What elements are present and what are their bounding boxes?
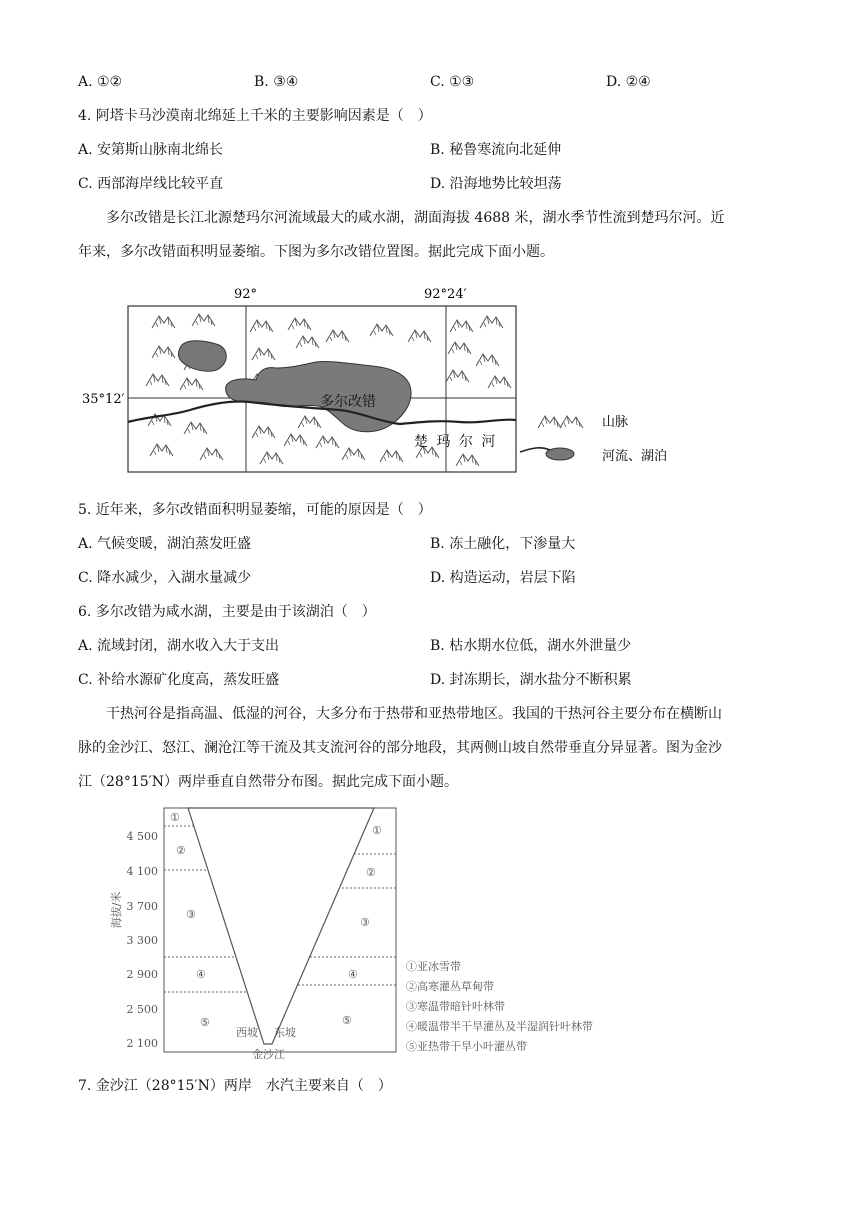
east-belt-4: ④ xyxy=(348,968,358,981)
q6-stem: 6. 多尔改错为咸水湖，主要是由于该湖泊（ ） xyxy=(78,604,376,620)
q6-option-c: C. 补给水源矿化度高，蒸发旺盛 xyxy=(78,672,280,688)
river-label: 金沙江 xyxy=(252,1048,285,1061)
ytick-3700: 3 700 xyxy=(126,900,158,913)
legend-river-icon xyxy=(520,448,550,452)
y-axis-label: 海拔/米 xyxy=(110,891,123,929)
east-belt-lines xyxy=(298,854,396,985)
q5-stem: 5. 近年来，多尔改错面积明显萎缩，可能的原因是（ ） xyxy=(78,502,432,518)
legend-belt-5: ⑤亚热带干旱小叶灌丛带 xyxy=(406,1040,527,1053)
west-belt-5: ⑤ xyxy=(200,1016,210,1029)
west-belt-2: ② xyxy=(176,844,186,857)
q5-option-c: C. 降水减少，入湖水量减少 xyxy=(78,570,252,586)
river-name: 楚 玛 尔 河 xyxy=(414,434,498,450)
passage1-line2: 年来，多尔改错面积明显萎缩。下图为多尔改错位置图。据此完成下面小题。 xyxy=(78,244,554,260)
lon-label-92: 92° xyxy=(234,287,258,302)
ytick-2500: 2 500 xyxy=(126,1003,158,1016)
valley-outline xyxy=(188,808,374,1044)
q6-option-a: A. 流域封闭，湖水收入大于支出 xyxy=(78,638,280,654)
ytick-2900: 2 900 xyxy=(126,968,158,981)
east-belt-3: ③ xyxy=(360,916,370,929)
west-belt-3: ③ xyxy=(186,908,196,921)
legend-belt-4: ④暖温带半干旱灌丛及半湿润针叶林带 xyxy=(406,1020,593,1033)
east-belt-5: ⑤ xyxy=(342,1014,352,1027)
ytick-4100: 4 100 xyxy=(126,865,158,878)
q3-option-b: B. ③④ xyxy=(254,74,299,90)
q3-option-d: D. ②④ xyxy=(606,74,651,90)
vertical-belt-profile xyxy=(110,800,630,1062)
legend-belt-2: ②高寒灌丛草甸带 xyxy=(406,980,494,993)
lake-name: 多尔改错 xyxy=(320,394,376,410)
q6-option-d: D. 封冻期长，湖水盐分不断积累 xyxy=(430,672,632,688)
q6-option-b: B. 枯水期水位低，湖水外泄量少 xyxy=(430,638,632,654)
legend-water-label: 河流、湖泊 xyxy=(602,449,668,464)
passage1-line1: 多尔改错是长江北源楚玛尔河流域最大的咸水湖，湖面海拔 4688 米，湖水季节性流到楚玛尔河。近 xyxy=(106,210,725,226)
q4-option-d: D. 沿海地势比较坦荡 xyxy=(430,176,562,192)
east-belt-2: ② xyxy=(366,866,376,879)
lat-label: 35°12′ xyxy=(82,392,125,407)
ytick-2100: 2 100 xyxy=(126,1037,158,1050)
q5-option-b: B. 冻土融化，下渗量大 xyxy=(430,536,576,552)
lake-location-map xyxy=(80,282,720,478)
east-slope-label: 东坡 xyxy=(274,1026,296,1039)
ytick-3300: 3 300 xyxy=(126,934,158,947)
q4-stem: 4. 阿塔卡马沙漠南北绵延上千米的主要影响因素是（ ） xyxy=(78,108,432,124)
passage2-line3: 江（28°15′N）两岸垂直自然带分布图。据此完成下面小题。 xyxy=(78,774,459,790)
legend-belt-3: ③寒温带暗针叶林带 xyxy=(406,1000,505,1013)
q5-option-d: D. 构造运动，岩层下陷 xyxy=(430,570,576,586)
ytick-4500: 4 500 xyxy=(126,830,158,843)
q4-option-b: B. 秘鲁寒流向北延伸 xyxy=(430,142,562,158)
west-slope-label: 西坡 xyxy=(236,1026,258,1039)
legend-mountain-icon xyxy=(538,416,561,428)
q5-option-a: A. 气候变暖，湖泊蒸发旺盛 xyxy=(78,536,252,552)
lon-label-92-24: 92°24′ xyxy=(424,287,467,302)
q4-option-a: A. 安第斯山脉南北绵长 xyxy=(78,142,224,158)
legend-belt-1: ①亚冰雪带 xyxy=(406,960,461,973)
legend-lake-icon xyxy=(546,448,574,460)
passage2-line1: 干热河谷是指高温、低湿的河谷，大多分布于热带和亚热带地区。我国的干热河谷主要分布在横断山 xyxy=(106,706,722,722)
q3-option-c: C. ①③ xyxy=(430,74,475,90)
passage2-line2: 脉的金沙江、怒江、澜沧江等干流及其支流河谷的部分地段，其两侧山坡自然带垂直分异显著。图为金沙 xyxy=(78,740,722,756)
q7-stem: 7. 金沙江（28°15′N）两岸 水汽主要来自（ ） xyxy=(78,1078,392,1094)
west-belt-4: ④ xyxy=(196,968,206,981)
profile-frame xyxy=(164,808,396,1052)
legend-mountain-label: 山脉 xyxy=(602,415,629,430)
q4-option-c: C. 西部海岸线比较平直 xyxy=(78,176,224,192)
west-belt-1: ① xyxy=(170,811,180,824)
east-belt-1: ① xyxy=(372,824,382,837)
q3-option-a: A. ①② xyxy=(78,74,123,90)
